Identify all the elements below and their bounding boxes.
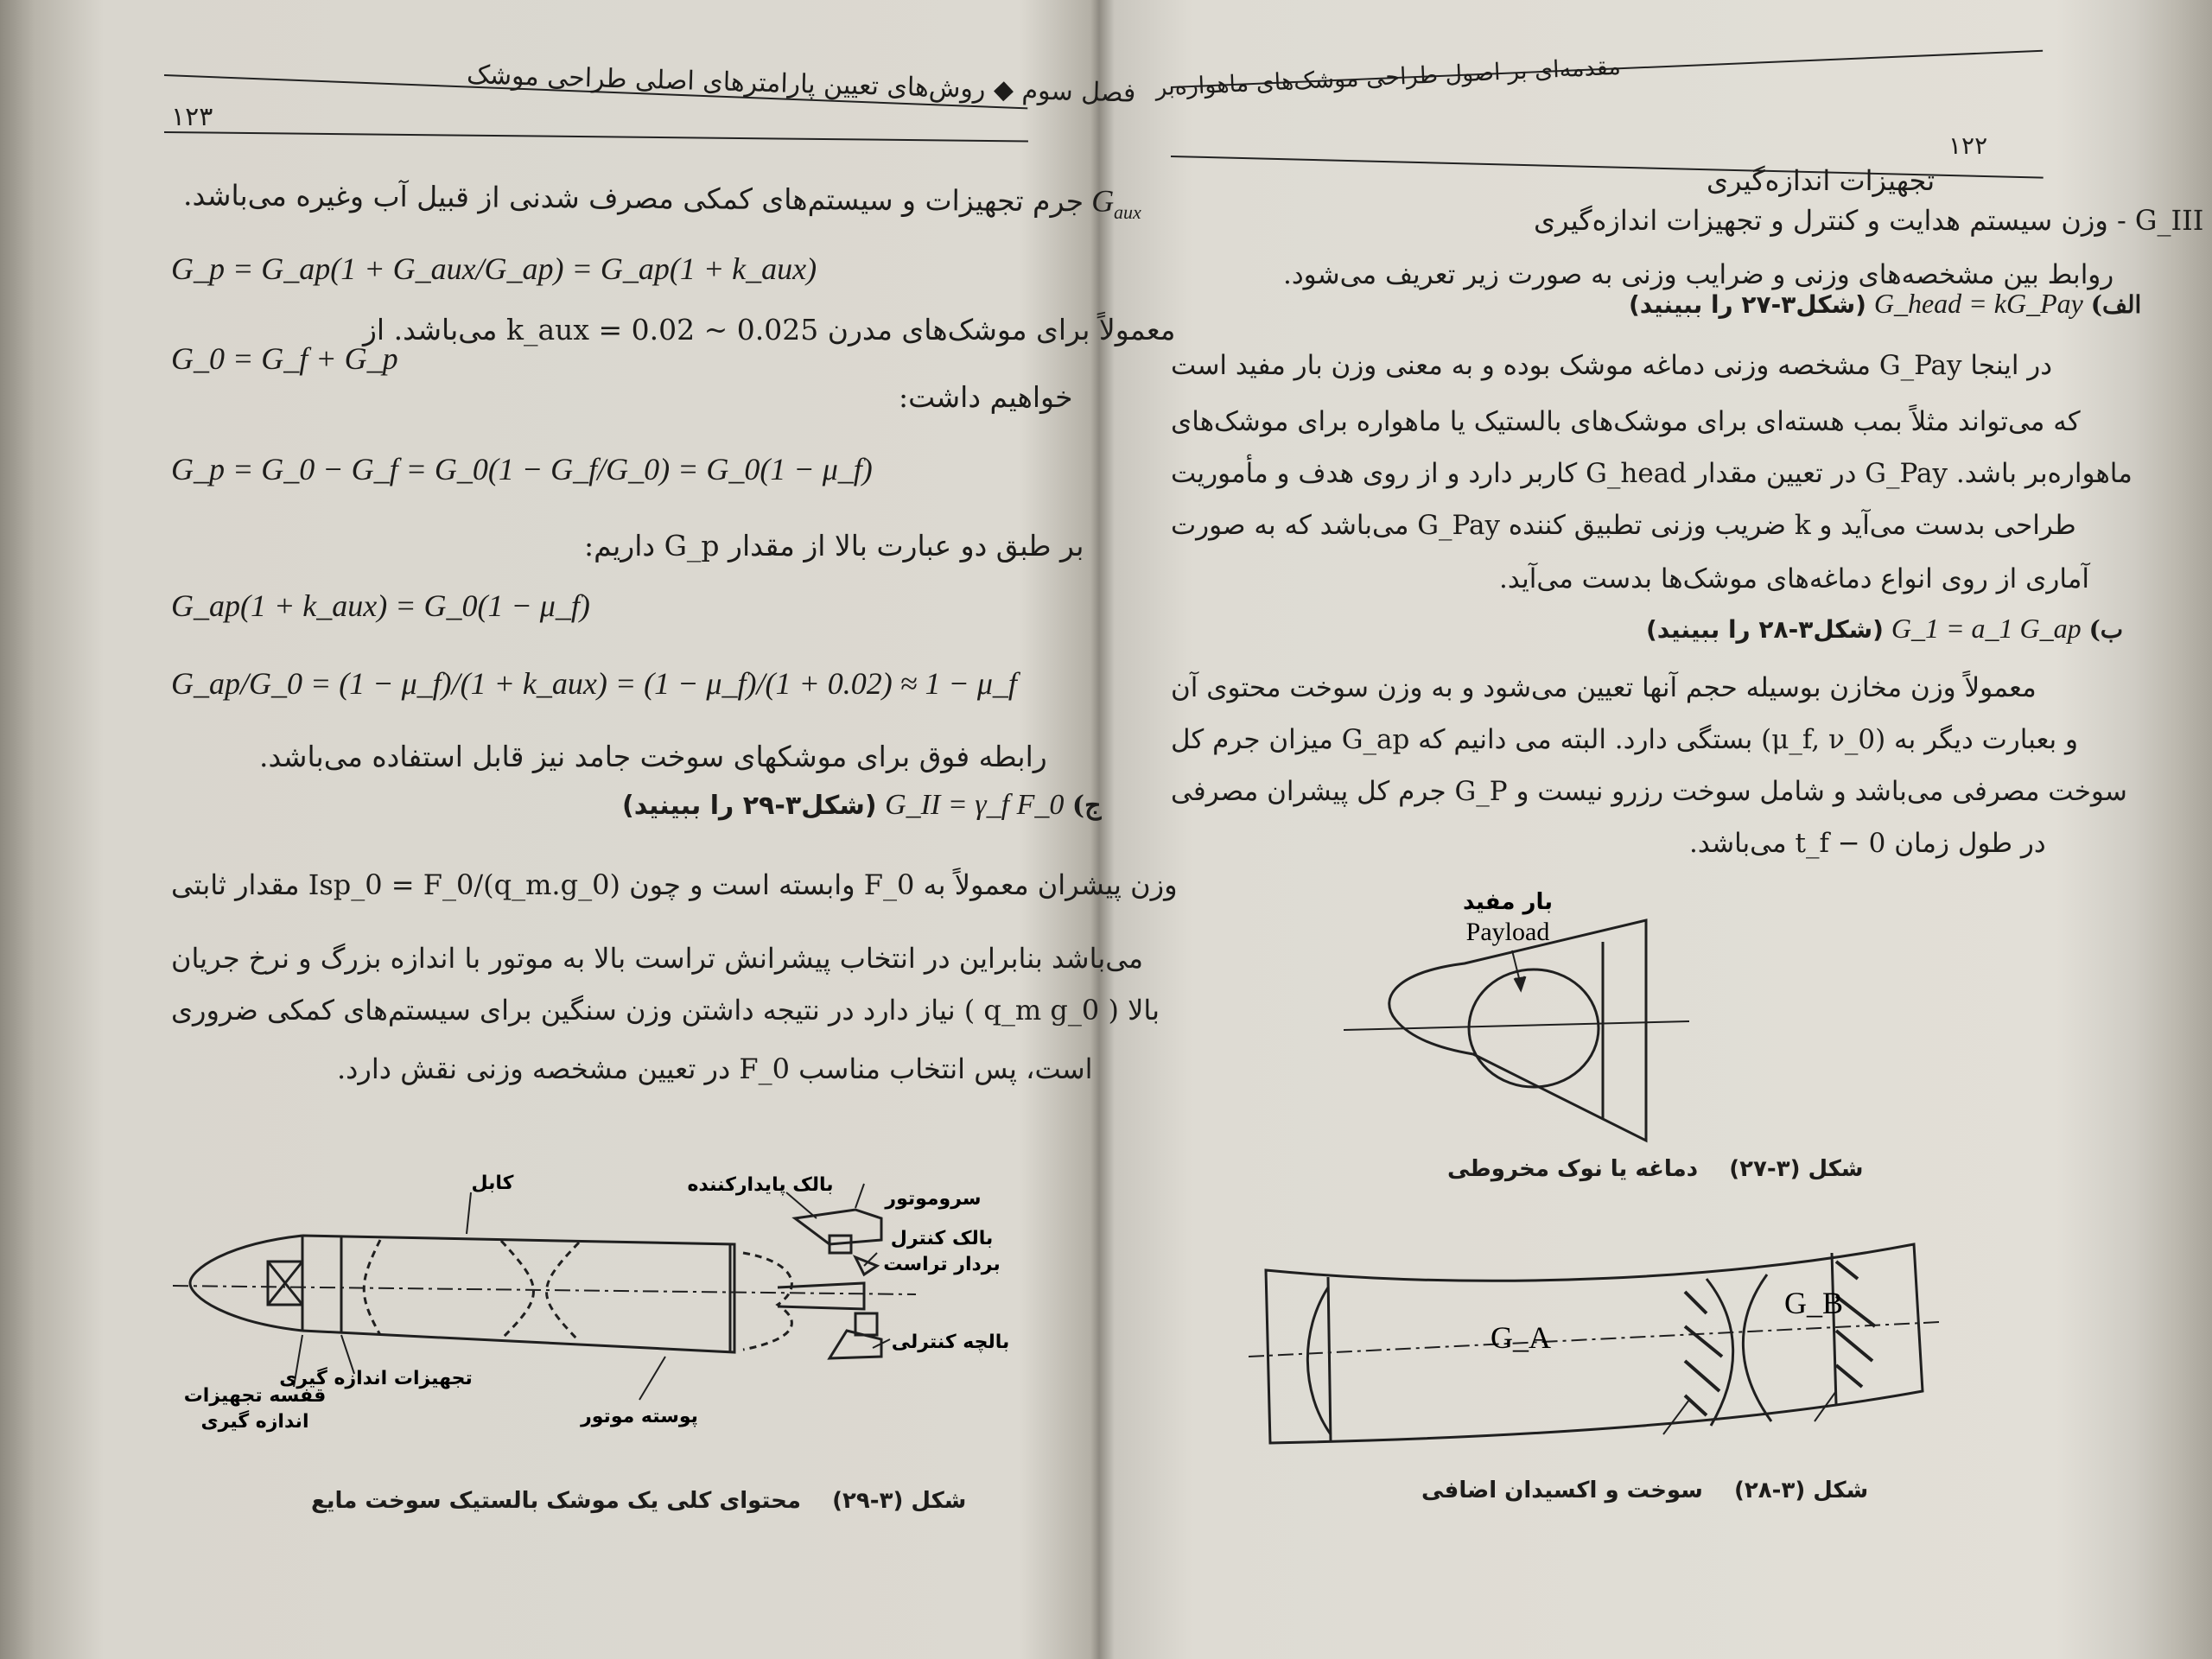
tank-outline <box>1266 1244 1923 1443</box>
left-thrust-line-4: است، پس انتخاب مناسب F_0 در تعیین مشخصه وزنی نقش دارد. <box>337 1052 1093 1085</box>
gaux-text: جرم تجهیزات و سیستم‌های کمکی مصرف شدنی از قبیل آب وغیره می‌باشد. <box>182 178 1084 219</box>
left-thrust-line-1: وزن پیشران معمولاً به F_0 وابسته است و چون Isp_0 = F_0/(q_m.g_0) مقدار ثابتی <box>171 868 1178 901</box>
label-servomotor: سروموتور <box>885 1188 982 1210</box>
item-a-label: الف) <box>2090 290 2142 319</box>
figure-3-28-caption <box>1421 1478 1868 1504</box>
gaux-symbol: $G_{aux}$ <box>1091 183 1141 224</box>
equation-gap-kaux: G_ap(1 + k_aux) = G_0(1 − μ_f) <box>171 588 590 623</box>
right-header-title: مقدمه‌ای بر اصول طراحی موشک‌های ماهواره‌بر <box>1154 53 1622 102</box>
figure-3-27-caption <box>1447 1156 1863 1183</box>
equation-gap-ratio: G_ap/G_0 = (1 − μ_f)/(1 + k_aux) = (1 − μ_f)/(1 + 0.02) ≈ 1 − μ_f <box>171 666 1017 701</box>
right-a-para-1: در اینجا G_Pay مشخصه وزنی دماغه موشک بوده و به معنی وزن بار مفید است <box>1171 350 2053 381</box>
item-c-equation: G_II = γ_f F_0 <box>885 789 1065 821</box>
right-a-para-2: که می‌تواند مثلاً بمب هسته‌ای برای موشک‌های بالستیک یا ماهواره برای موشک‌های <box>1171 406 2081 437</box>
payload-ellipse <box>1469 969 1599 1087</box>
figure-3-29-rocket <box>173 1158 1020 1434</box>
fig29-caption-text: محتوای کلی یک موشک بالستیک سوخت مایع <box>311 1488 801 1514</box>
figure-3-29-caption <box>311 1488 966 1515</box>
label-control-vane: بالچه کنترلی <box>891 1332 1010 1353</box>
right-a-para-5: آماری از روی انواع دماغه‌های موشک‌ها بدست می‌آید. <box>1499 563 2090 594</box>
label-gb: G_B <box>1784 1286 1844 1320</box>
label-ga: G_A <box>1491 1320 1551 1355</box>
equation-g0-sum: G_0 = G_f + G_p <box>171 341 398 376</box>
fig27-caption-num: شکل (۳-۲۷) <box>1729 1156 1864 1182</box>
label-cable: کابل <box>471 1173 514 1194</box>
left-gaux-definition <box>183 176 1141 224</box>
label-payload-en: Payload <box>1465 918 1550 946</box>
left-solid-fuel-line: رابطه فوق برای موشکهای سوخت جامد نیز قابل استفاده می‌باشد. <box>259 740 1047 773</box>
right-a-para-4: طراحی بدست می‌آید و k ضریب وزنی تطبیق کننده G_Pay می‌باشد که به صورت <box>1171 510 2076 541</box>
left-item-c <box>622 788 1101 823</box>
right-b-para-2: و بعبارت دیگر به (μ_f, ν_0) بستگی دارد. البته می دانیم که G_ap میزان جرم کل <box>1171 724 2078 755</box>
item-b-ref: (شکل۳-۲۸ را ببینید) <box>1646 615 1884 644</box>
rocket-body <box>302 1236 734 1352</box>
figure-3-27-nose-cone <box>1344 881 1879 1158</box>
right-a-para-3: ماهواره‌بر باشد. G_Pay در تعیین مقدار G_head کاربر دارد و از روی هدف و مأموریت <box>1171 458 2133 489</box>
label-tvc-fin-1: بالک کنترل <box>890 1228 994 1249</box>
left-thrust-line-2: می‌باشد بنابراین در انتخاب پیشرانش تراست بالا به موتور با اندازه بزرگ و نرخ جریان <box>171 942 1144 975</box>
right-item-a <box>1629 287 2141 320</box>
item-b-label: ب) <box>2088 615 2124 644</box>
equation-gp-gap: G_p = G_ap(1 + G_aux/G_ap) = G_ap(1 + k_aux) <box>171 251 817 286</box>
left-thrust-line-3: بالا ( q_m g_0 ) نیاز دارد در نتیجه داشتن وزن سنگین برای سیستم‌های کمکی ضروری <box>171 994 1160 1027</box>
right-relations-line: روابط بین مشخصه‌های وزنی و ضرایب وزنی به صورت زیر تعریف می‌شود. <box>1283 259 2114 290</box>
label-instruments: تجهیزات اندازه گیری <box>279 1368 473 1389</box>
right-page <box>1102 0 2212 1659</box>
left-gp-line: بر طبق دو عبارت بالا از مقدار G_p داریم: <box>584 529 1084 563</box>
label-motor-case: پوسته موتور <box>581 1406 698 1427</box>
left-page-number: ۱۲۳ <box>171 102 213 132</box>
right-b-para-1: معمولاً وزن مخازن بوسیله حجم آنها تعیین می‌شود و به وزن سوخت محتوی آن <box>1171 672 2037 703</box>
fig28-caption-text: سوخت و اکسیدان اضافی <box>1421 1478 1703 1503</box>
left-kaux-line: معمولاً برای موشک‌های مدرن k_aux = 0.02 ~ 0.025 می‌باشد. از <box>363 313 1176 346</box>
item-c-ref: (شکل۳-۲۹ را ببینید) <box>622 791 877 821</box>
fig29-caption-num: شکل (۳-۲۹) <box>832 1488 967 1514</box>
item-b-equation: G_1 = a_1 G_ap <box>1891 613 2082 644</box>
item-c-label: ج) <box>1071 791 1102 821</box>
tank-centerline <box>1249 1322 1940 1357</box>
right-b-para-4: در طول زمان 0 − t_f می‌باشد. <box>1689 828 2046 859</box>
left-header-rule-lower <box>164 131 1028 142</box>
label-instrument-cage-2: اندازه گیری <box>200 1411 309 1433</box>
fig28-caption-num: شکل (۳-۲۸) <box>1734 1478 1869 1503</box>
label-tvc-fin-2: بردار تراست <box>883 1254 1001 1275</box>
item-a-equation: G_head = kG_Pay <box>1873 288 2083 319</box>
nose-cone-outline <box>1389 920 1646 1141</box>
right-item-b <box>1646 612 2123 645</box>
label-stabilizer-fin: بالک پایدارکننده <box>687 1174 834 1196</box>
label-instrument-cage-1: قفسه تجهیزات <box>183 1385 327 1407</box>
fig27-caption-text: دماغه یا نوک مخروطی <box>1447 1156 1699 1182</box>
left-kaux-cont: خواهیم داشت: <box>899 380 1073 414</box>
left-header-title: فصل سوم ◆ روش‌های تعیین پارامترهای اصلی طراحی موشک <box>466 60 1136 109</box>
right-section-title: تجهیزات اندازه‌گیری <box>1707 164 1936 197</box>
item-a-ref: (شکل۳-۲۷ را ببینید) <box>1629 290 1866 319</box>
label-payload-fa: بار مفید <box>1463 889 1553 915</box>
right-b-para-3: سوخت مصرفی می‌باشد و شامل سوخت رزرو نیست و G_P جرم کل پیشران مصرفی <box>1171 776 2127 807</box>
equation-gp-mu: G_p = G_0 − G_f = G_0(1 − G_f/G_0) = G_0(1 − μ_f) <box>171 452 873 486</box>
right-item-giii: G_III - وزن سیستم هدایت و کنترل و تجهیزات اندازه‌گیری <box>1534 204 2204 237</box>
figure-3-28-tanks <box>1249 1227 1940 1452</box>
right-page-number: ۱۲۲ <box>1948 131 1988 160</box>
